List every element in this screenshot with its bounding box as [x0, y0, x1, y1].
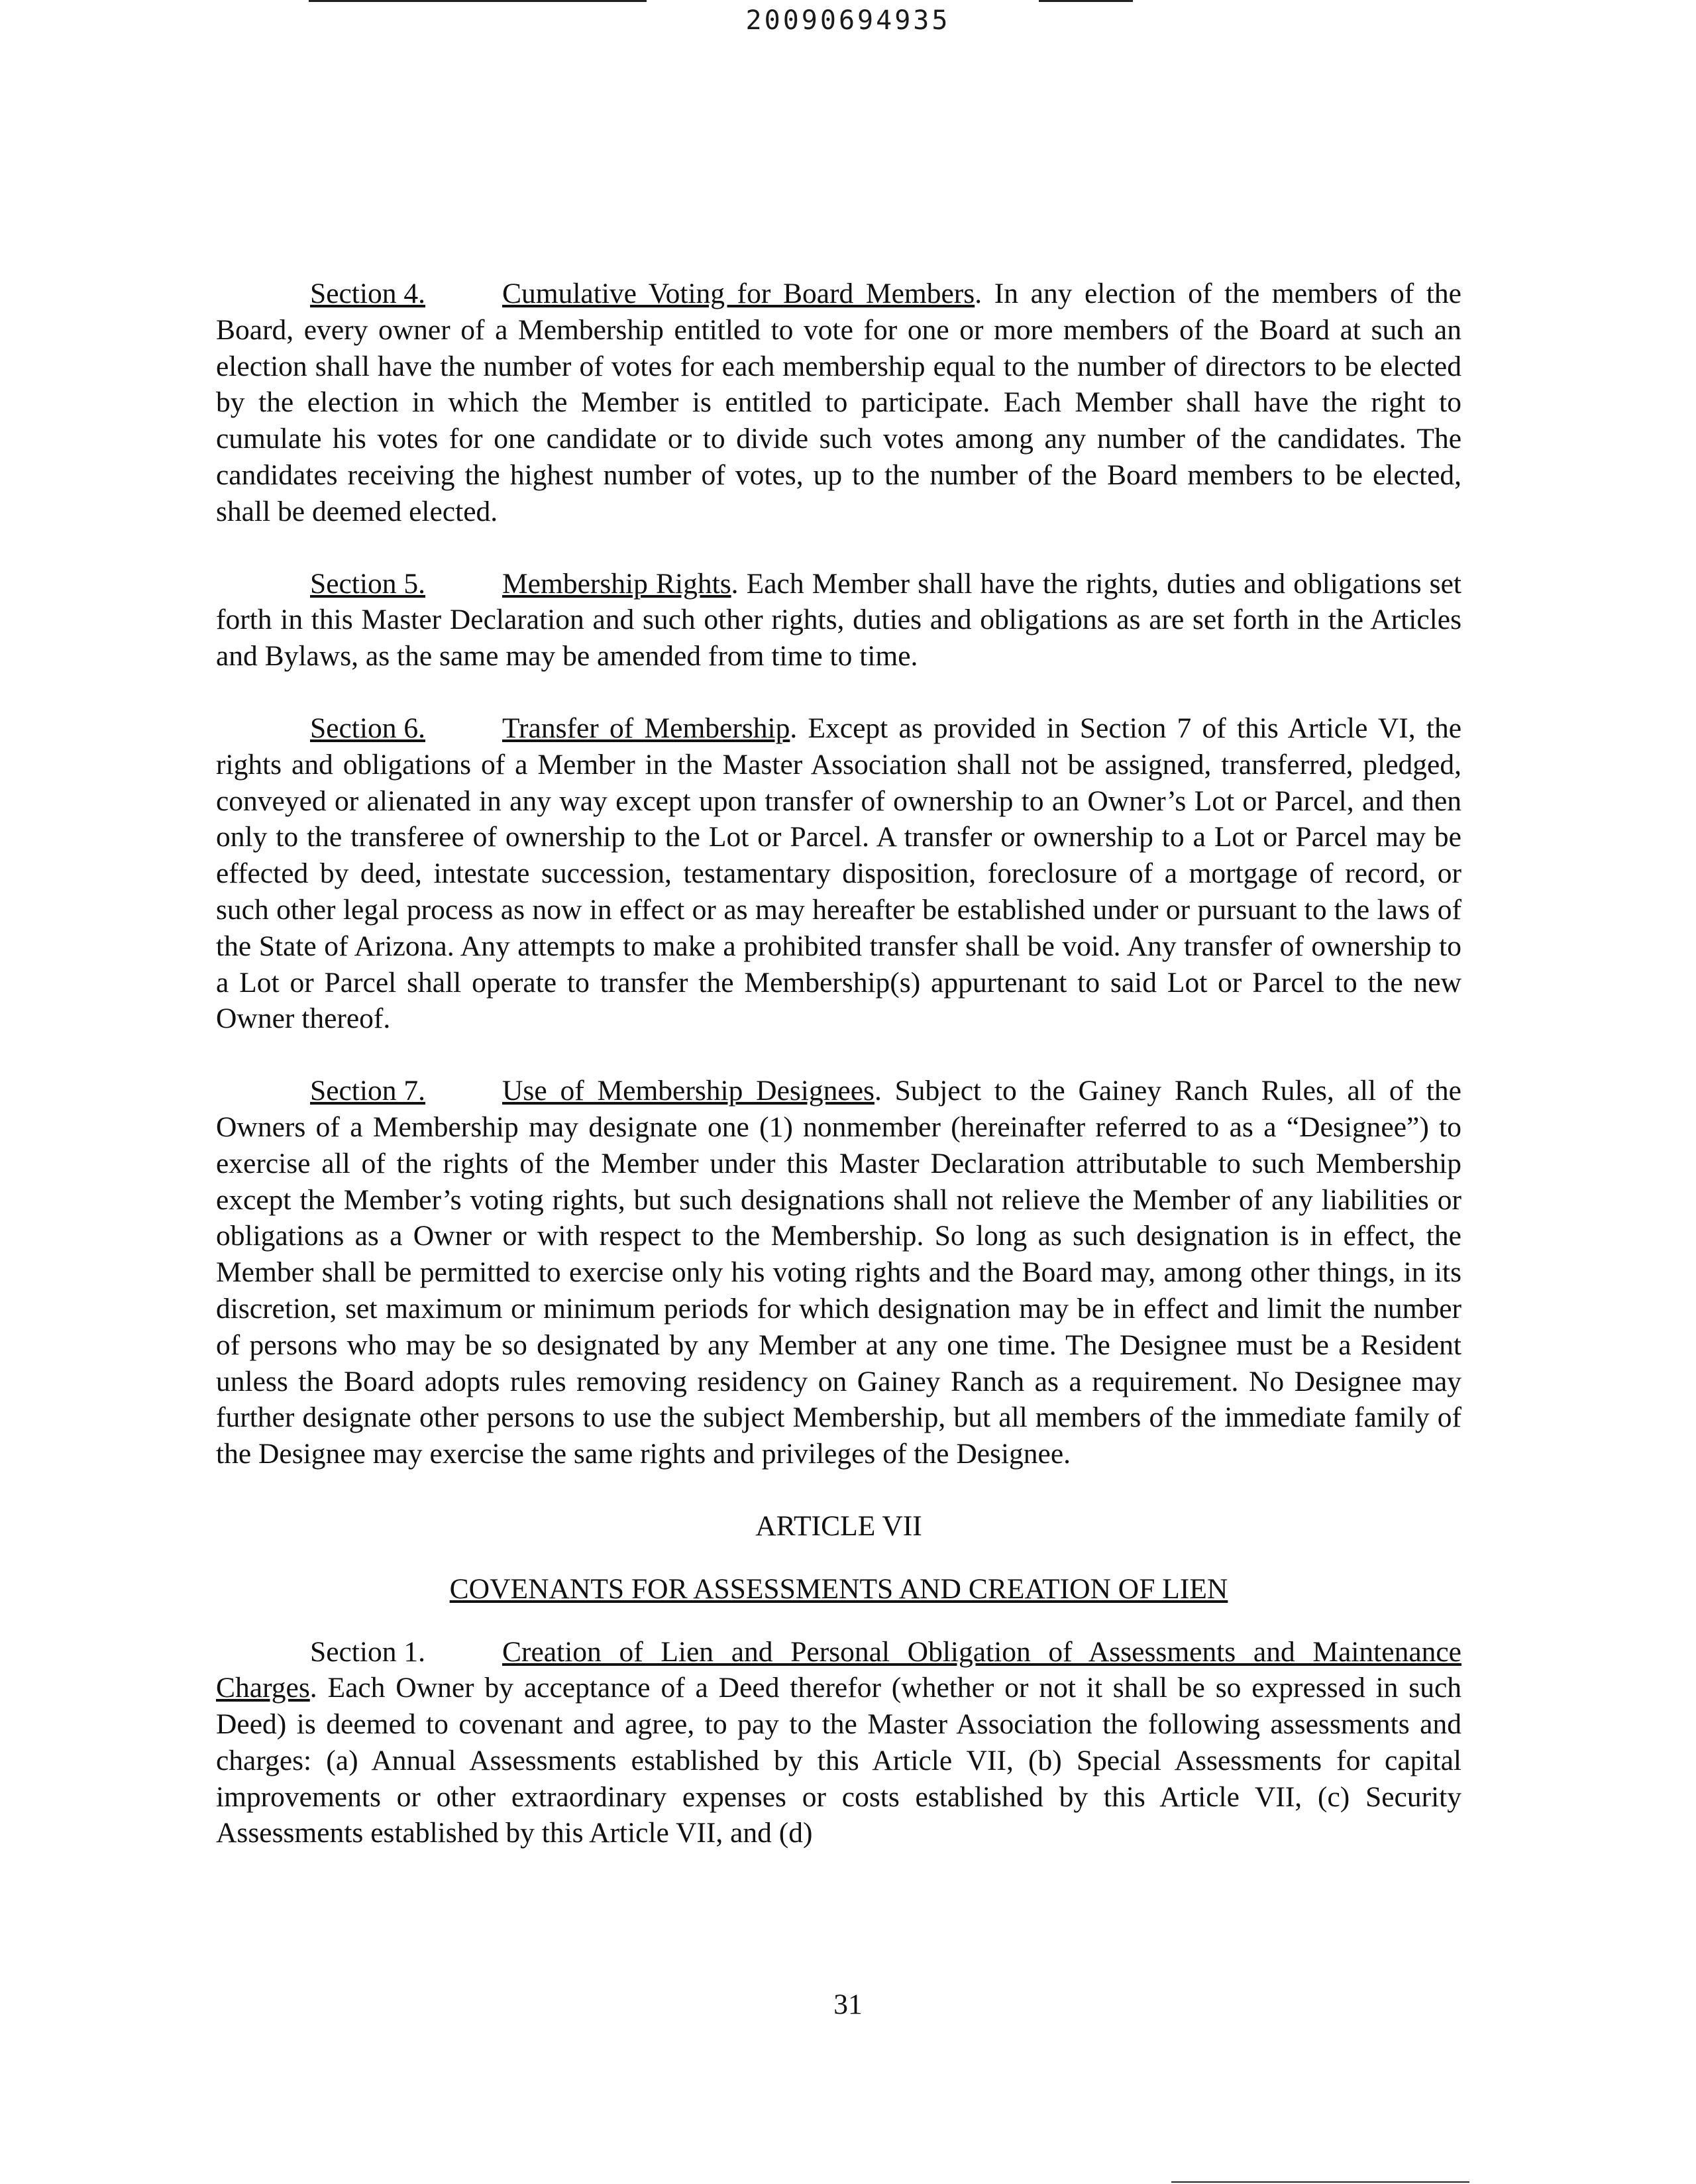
- section-6: Section 6. Transfer of Membership. Except as provided in Section 7 of this Article VI, the rights and obligations of a Member in the Master Association shall not be assigned, transferred, pledged, conveyed or alienated in any way except upon transfer of ownership to an Owner’s Lot or Parcel, and then only to the transferee of ownership to the Lot or Parcel. A transfer or ownership to a Lot or Parcel may be effected by deed, intestate succession, testamentary disposition, foreclosure of a mortgage of record, or such other legal process as now in effect or as may hereafter be established under or pursuant to the laws of the State of Arizona. Any attempts to make a prohibited transfer shall be void. Any transfer of ownership to a Lot or Parcel shall operate to transfer the Membership(s) appurtenant to said Lot or Parcel to the new Owner thereof.: [216, 710, 1461, 1037]
- section-title: Membership Rights: [502, 567, 731, 600]
- section-text: Each Owner by acceptance of a Deed therefor (whether or not it shall be so expressed in such Deed) is deemed to covenant and agree, to pay to the Master Association the following assessments and charges: (a) Annual Assessments established by this Article VII, (b) Special Assessments for capital improvements or other extraordinary expenses or costs established by this Article VII, (c) Security Assessments established by this Article VII, and (d): [216, 1672, 1462, 1849]
- section-7: Section 7. Use of Membership Designees. Subject to the Gainey Ranch Rules, all of the Owners of a Membership may designate one (1) nonmember (hereinafter referred to as a “Designee”) to exercise all of the rights of the Member under this Master Declaration attributable to such Membership except the Member’s voting rights, but such designations shall not relieve the Member of any liabilities or obligations as a Owner or with respect to the Membership. So long as such designation is in effect, the Member shall be permitted to exercise only his voting rights and the Board may, among other things, in its discretion, set maximum or minimum periods for which designation may be in effect and limit the number of persons who may be so designated by any Member at any one time. The Designee must be a Resident unless the Board adopts rules removing residency on Gainey Ranch as a requirement. No Designee may further designate other persons to use the subject Membership, but all members of the immediate family of the Designee may exercise the same rights and privileges of the Designee.: [216, 1073, 1461, 1472]
- section-text: In any election of the members of the Board, every owner of a Membership entitled to vote for one or more members of the Board at such an election shall have the number of votes for each membership equal to the number of directors to be elected by the election in which the Member is entitled to participate. Each Member shall have the right to cumulate his votes for one candidate or to divide such votes among any number of the candidates. The candidates receiving the highest number of votes, up to the number of the Board members to be elected, shall be deemed elected.: [216, 278, 1461, 527]
- section-number: Section 6.: [310, 712, 425, 744]
- section-4: Section 4. Cumulative Voting for Board Members. In any election of the members of the Board, every owner of a Membership entitled to vote for one or more members of the Board at such an election shall have the number of votes for each membership equal to the number of directors to be elected by the election in which the Member is entitled to participate. Each Member shall have the right to cumulate his votes for one candidate or to divide such votes among any number of the candidates. The candidates receiving the highest number of votes, up to the number of the Board members to be elected, shall be deemed elected.: [216, 276, 1461, 530]
- section-title: Creation of Lien and Personal Obligation of Assessments and Maintenance Charges: [216, 1635, 1461, 1704]
- section-number: Section 4.: [310, 278, 425, 309]
- article-title: COVENANTS FOR ASSESSMENTS AND CREATION OF LIEN: [449, 1572, 1228, 1605]
- section-number: Section 5.: [310, 567, 425, 600]
- section-text: Except as provided in Section 7 of this Article VI, the rights and obligations of a Member in the Master Association shall not be assigned, transferred, pledged, conveyed or alienated in any way except upon transfer of ownership to an Owner’s Lot or Parcel, and then only to the transferee of ownership to the Lot or Parcel. A transfer or ownership to a Lot or Parcel may be effected by deed, intestate succession, testamentary disposition, foreclosure of a mortgage of record, or such other legal process as now in effect or as may hereafter be established under or pursuant to the laws of the State of Arizona. Any attempts to make a prohibited transfer shall be void. Any transfer of ownership to a Lot or Parcel shall operate to transfer the Membership(s) appurtenant to said Lot or Parcel to the new Owner thereof.: [216, 712, 1461, 1035]
- section-number: Section 1.: [310, 1635, 425, 1668]
- header-rule-left: [309, 0, 647, 2]
- section-title: Transfer of Membership: [502, 712, 790, 744]
- page-number: 31: [833, 1989, 863, 2020]
- section-text: Each Member shall have the rights, duties and obligations set forth in this Master Declaration and such other rights, duties and obligations as are set forth in the Articles and Bylaws, as the same may be amended from time to time.: [216, 567, 1462, 673]
- document-number: 20090694935: [745, 5, 951, 36]
- footer-rule-right: [1171, 2181, 1469, 2183]
- section-text: Subject to the Gainey Ranch Rules, all of the Owners of a Membership may designate one (1) nonmember (hereinafter referred to as a “Designee”) to exercise all of the rights of the Member under this Master Declaration attributable to such Membership except the Member’s voting rights, but such designations shall not relieve the Member of any liabilities or obligations as a Owner or with respect to the Membership. So long as such designation is in effect, the Member shall be permitted to exercise only his voting rights and the Board may, among other things, in its discretion, set maximum or minimum periods for which designation may be in effect and limit the number of persons who may be so designated by any Member at any one time. The Designee must be a Resident unless the Board adopts rules removing residency on Gainey Ranch as a requirement. No Designee may further designate other persons to use the subject Membership, but all members of the immediate family of the Designee may exercise the same rights and privileges of the Designee.: [216, 1075, 1461, 1470]
- document-body: [216, 276, 1461, 1887]
- section-title: Use of Membership Designees: [502, 1075, 874, 1107]
- article-section-1: Section 1. Creation of Lien and Personal Obligation of Assessments and Maintenance Charges. Each Owner by acceptance of a Deed therefor (whether or not it shall be so expressed in such Deed) is deemed to covenant and agree, to pay to the Master Association the following assessments and charges: (a) Annual Assessments established by this Article VII, (b) Special Assessments for capital improvements or other extraordinary expenses or costs established by this Article VII, (c) Security Assessments established by this Article VII, and (d): [216, 1634, 1461, 1852]
- section-number: Section 7.: [310, 1075, 425, 1107]
- section-5: Section 5. Membership Rights. Each Member shall have the rights, duties and obligations set forth in this Master Declaration and such other rights, duties and obligations as are set forth in the Articles and Bylaws, as the same may be amended from time to time.: [216, 566, 1461, 675]
- section-title: Cumulative Voting for Board Members: [502, 278, 975, 309]
- article-heading: ARTICLE VII: [755, 1509, 922, 1542]
- header-rule-right: [1039, 0, 1133, 2]
